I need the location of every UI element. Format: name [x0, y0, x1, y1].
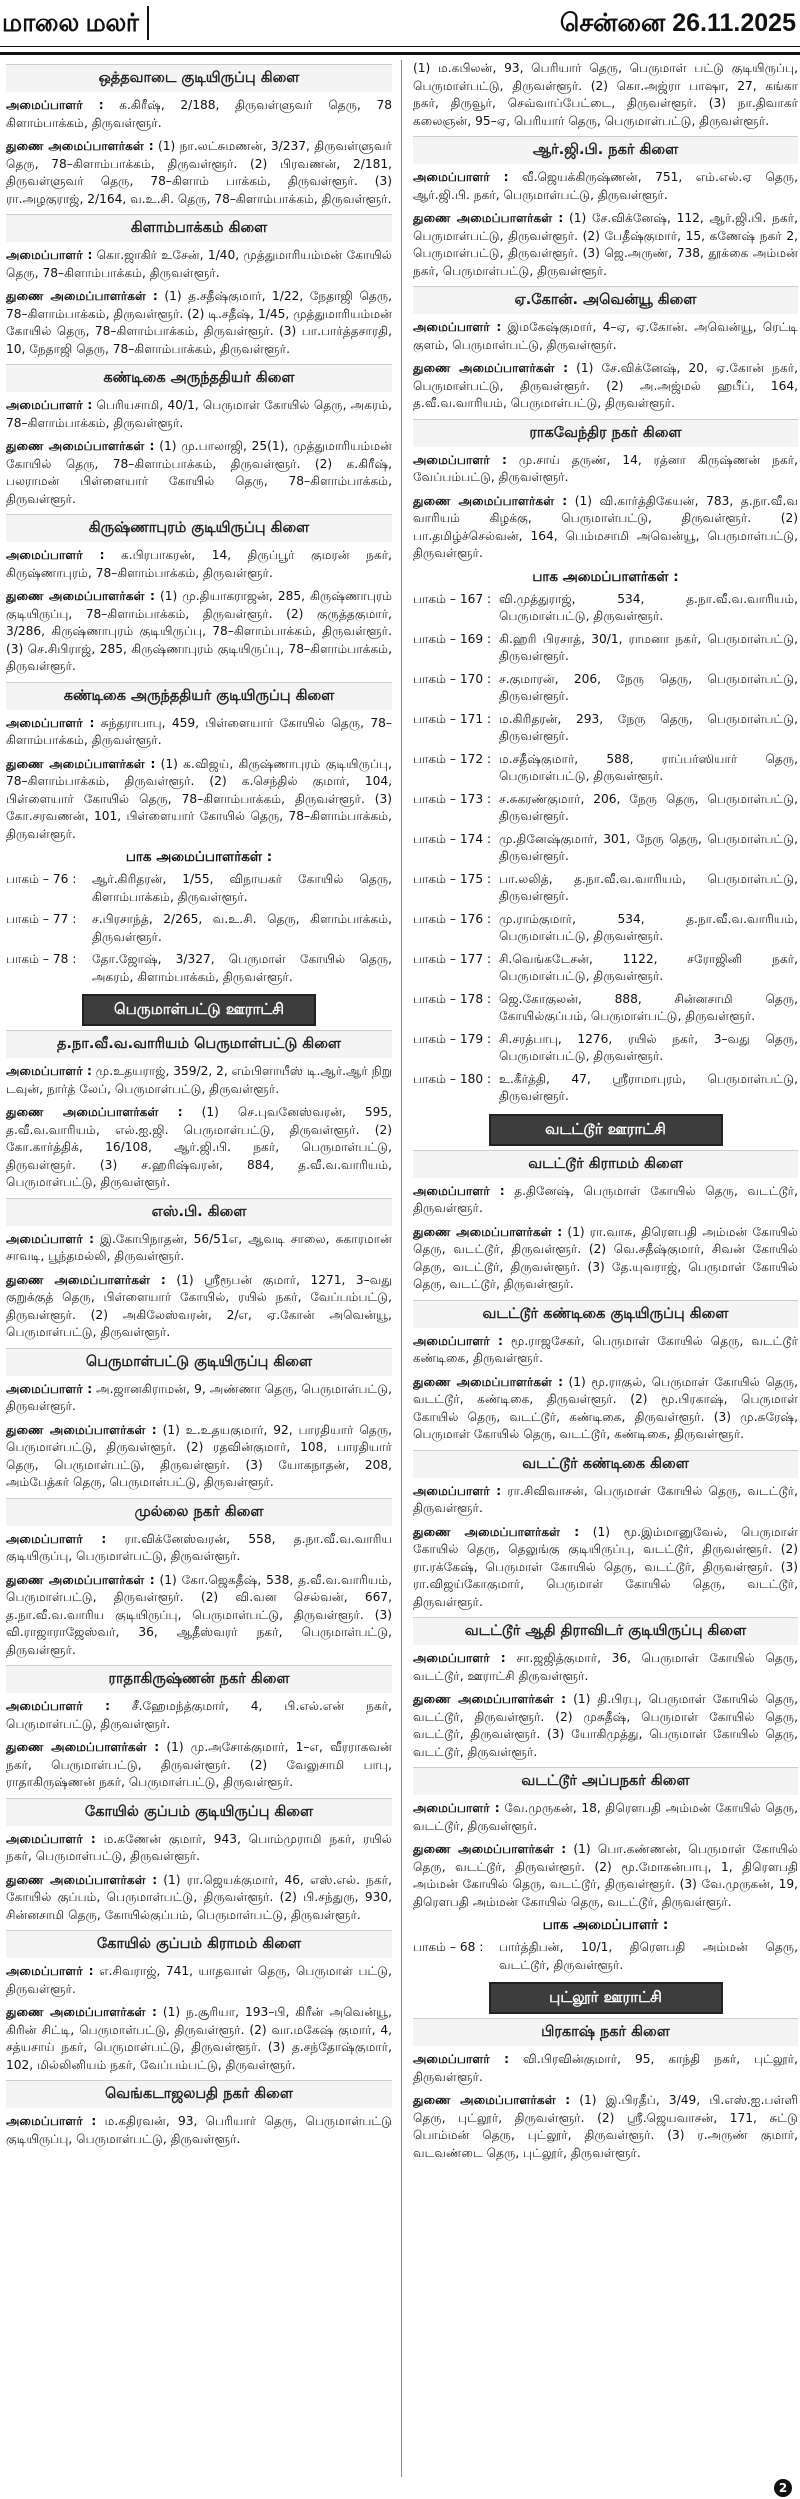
booth-agent: ம.கிரிதரன், 293, நேரு தெரு, பெருமாள்பட்டு, திருவள்ளூர். [499, 711, 798, 743]
appointee-details: இமகேஷ்குமார், 4–ஏ, ஏ.கோன். அவென்யூ, ரெட்டி குளம், பெருமாள்பட்டு, திருவள்ளூர். [413, 320, 798, 352]
appointee-details: மு.சாய் தருண், 14, ரத்னா கிருஷ்ணன் நகர், வேப்பம்பட்டு, திருவள்ளூர். [413, 452, 798, 484]
appointment-entry [6, 1381, 392, 1416]
appointee-details: (1) கோ.ஜெகதீஷ், 538, த.வீ.வ.வாரியம், பெருமாள்பட்டு, திருவள்ளூர். (2) வி.வன செல்வன், 667, த.நா.வீ.வ.வாரிய குடியிருப்பு, பெருமாள்பட்டு, திருவள்ளூர். (3) வி.ராஜாராஜேஸ்வர், 36, ஆதீஸ்வரர் நகர், பெருமாள்பட்டு, திருவள்ளூர். [6, 1572, 392, 1657]
branch-section [413, 1617, 798, 1761]
role-label: அமைப்பாளர் : [6, 1699, 110, 1713]
branch-section [6, 1198, 392, 1342]
booth-row [413, 631, 798, 666]
role-label: அமைப்பாளர் : [6, 1064, 92, 1078]
appointee-details: க.கிரீஷ், 2/188, திருவள்ளுவர் தெரு, 78 கிளாம்பாக்கம், திருவள்ளூர். [6, 98, 392, 130]
branch-section [6, 1665, 392, 1792]
appointment-entry [413, 2051, 798, 2086]
appointment-entry [6, 1231, 392, 1266]
booth-number: பாகம் – 178 : [413, 991, 492, 1006]
booth-number: பாகம் – 173 : [413, 791, 492, 806]
role-label: அமைப்பாளர் : [413, 1333, 503, 1348]
booth-number: பாகம் – 171 : [413, 711, 492, 726]
branch-title: த.நா.வீ.வ.வாரியம் பெருமாள்பட்டு கிளை [6, 1030, 392, 1058]
booth-agent: மு.ராம்குமார், 534, த.நா.வீ.வ.வாரியம், பெருமாள்பட்டு, திருவள்ளூர். [499, 911, 798, 943]
role-label: அமைப்பாளர் : [6, 1964, 94, 1978]
booth-number: பாகம் – 77 : [6, 912, 77, 926]
booth-row [6, 911, 392, 946]
role-label: துணை அமைப்பாளர்கள் : [6, 1272, 166, 1287]
appointment-entry [413, 1183, 798, 1218]
branch-section [413, 136, 798, 280]
role-label: துணை அமைப்பாளர்கள் : [6, 1572, 155, 1587]
appointee-details: (1) இ.பிரதீப், 3/49, பி.எஸ்.ஐ.பள்ளி தெரு, புட்லூர், திருவள்ளூர். (2) ஸ்ரீ.ஜெயவாசன், 171, சுட்டு பொம்மன் தெரு, புட்லூர், திருவள்ளூர். (3) ர.அருண் குமார், வடவண்டை தெரு, புட்லூர், திருவள்ளூர். [413, 2093, 798, 2160]
role-label: துணை அமைப்பாளர்கள் : [6, 756, 156, 771]
appointee-details: (1) மூ.ராகுல், பெருமாள் கோயில் தெரு, வடட்டூர், கண்டிகை, திருவள்ளூர். (2) மூ.பிரகாஷ், பெருமாள் கோயில் தெரு, வடட்டூர், கண்டிகை, திருவள்ளூர். (3) மு.சுரேஷ், பெருமாள் கோயில் தெரு, வடட்டூர், கண்டிகை, திருவள்ளூர். [413, 1374, 798, 1441]
appointee-details: வீ.ஜெயக்கிருஷ்ணன், 751, எம்.எல்.ஏ தெரு, ஆர்.ஜி.பி. நகர், பெருமாள்பட்டு, திருவள்ளூர். [413, 170, 798, 202]
booth-heading: பாக அமைப்பாளர்கள் : [125, 849, 273, 865]
booth-agent: ஜெ.கோகுலன், 888, சின்னசாமி தெரு, கோயில்குப்பம், பெருமாள்பட்டு, திருவள்ளூர். [499, 991, 798, 1023]
appointment-entry [6, 438, 392, 508]
page-number: 2 [774, 2479, 792, 2497]
branch-title: பெருமாள்பட்டு குடியிருப்பு கிளை [6, 1348, 392, 1376]
appointee-details: அ.ஜானகிராமன், 9, அண்ணா தெரு, பெருமாள்பட்டு, திருவள்ளூர். [6, 1381, 392, 1413]
panchayat-badge: பெருமாள்பட்டு ஊராட்சி [82, 994, 316, 1026]
appointment-entry [413, 319, 798, 354]
branch-section [413, 60, 798, 130]
appointee-details: பெரியசாமி, 40/1, பெருமாள் கோயில் தெரு, அகரம், 78–கிளாம்பாக்கம், திருவள்ளூர். [6, 398, 392, 430]
branch-section [413, 2018, 798, 2162]
role-label: அமைப்பாளர் : [6, 2114, 97, 2128]
appointment-entry [6, 247, 392, 282]
branch-title: வெங்கடாஜலபதி நகர் கிளை [6, 2080, 392, 2108]
appointee-details: (1) ரா.வாசு, திரௌபதி அம்மன் கோயில் தெரு, வடட்டூர், திருவள்ளூர். (2) வெ.சதீஷ்குமார், சிவன் கோயில் தெரு, வடட்டூர், திருவள்ளூர். (3) தே.யுவராஜ், பெருமாள் கோயில் தெரு, வடட்டூர், திருவள்ளூர். [413, 1224, 798, 1291]
appointee-details: இ.கோபிநாதன், 56/51எ, ஆவடி சாலை, சுகாரமான் சாவடி, பூந்தமல்லி, திருவள்ளூர். [6, 1231, 392, 1263]
role-label: அமைப்பாளர் : [6, 1531, 107, 1546]
branch-section [6, 2080, 392, 2148]
appointee-details: கொ.ஜாகிர் உசேன், 1/40, முத்துமாரியம்மன் கோயில் தெரு, 78–கிளாம்பாக்கம், திருவள்ளூர். [6, 248, 392, 280]
branch-title: எஸ்.பி. கிளை [6, 1198, 392, 1226]
branch-section [6, 1498, 392, 1660]
appointment-entry [6, 1272, 392, 1342]
appointee-details: (1) நா.லட்சுமணன், 3/237, திருவள்ளுவர் தெரு, 78–கிளாம்பாக்கம், திருவள்ளூர். (2) பிரவணன், 2/181, திருவள்ளுவர் தெரு, 78–கிளாம் பாக்கம், திருவள்ளூர். (3) ரா.அழகுராஜ், 2/164, வ.உ.சி. தெரு, 78–கிளாம்பாக்கம், திருவள்ளூர். [6, 139, 392, 206]
appointee-details: (1) க.விஜய், கிருஷ்ணாபுரம் குடியிருப்பு, 78–கிளாம்பாக்கம், திருவள்ளூர். (2) க.செந்தில் குமார், 104, பிள்ளையார் கோயில் தெரு, 78–கிளாம்பாக்கம், திருவள்ளூர். (3) கோ.சரவணன், 101, பிள்ளையார் கோயில் தெரு, 78–கிளாம்பாக்கம், திருவள்ளூர். [6, 756, 392, 841]
branch-title: வடட்டூர் கண்டிகை குடியிருப்பு கிளை [413, 1300, 798, 1328]
booth-row [413, 711, 798, 746]
appointment-entry [6, 1104, 392, 1192]
booth-row [413, 591, 798, 626]
appointment-entry [413, 1650, 798, 1685]
branch-section [413, 1150, 798, 1294]
branch-section [413, 1300, 798, 1444]
role-label: துணை அமைப்பாளர்கள் : [413, 1374, 563, 1389]
appointee-details: ம.கணேன் குமார், 943, பொம்முராமி நகர், ரயில் நகர், பெருமாள்பட்டு, திருவள்ளூர். [6, 1831, 392, 1863]
branch-section [413, 1450, 798, 1612]
appointment-entry [6, 1739, 392, 1792]
branch-title: கோயில் குப்பம் குடியிருப்பு கிளை [6, 1798, 392, 1826]
appointment-entry [6, 1572, 392, 1660]
booth-agent: உ.கீர்த்தி, 47, ஸ்ரீராமாபுரம், பெருமாள்பட்டு, திருவள்ளூர். [499, 1071, 798, 1103]
branch-section [6, 682, 392, 987]
branch-title: ஒத்தவாடை குடியிருப்பு கிளை [6, 64, 392, 92]
appointee-details: சீ.ஹேமந்த்குமார், 4, பி.எல்.என் நகர், பெருமாள்பட்டு, திருவள்ளூர். [6, 1699, 392, 1731]
branch-section [6, 214, 392, 358]
branch-section [6, 364, 392, 508]
panchayat-badge: வடட்டூர் ஊராட்சி [489, 1114, 723, 1146]
appointment-entry [413, 360, 798, 413]
booth-number: பாகம் – 169 : [413, 631, 492, 646]
booth-agent: ச.பிரசாந்த், 2/265, வ.உ.சி. தெரு, கிளாம்பாக்கம், திருவள்ளூர். [92, 912, 392, 944]
branch-title: முல்லை நகர் கிளை [6, 1498, 392, 1526]
appointment-entry [6, 1872, 392, 1925]
appointment-entry [6, 756, 392, 844]
appointment-entry [6, 1422, 392, 1492]
branch-title: ராகவேந்திர நகர் கிளை [413, 419, 798, 447]
role-label: அமைப்பாளர் : [6, 98, 104, 112]
booth-agent: பார்த்திபன், 10/1, திரௌபதி அம்மன் தெரு, வடட்டூர், திருவள்ளூர். [499, 1940, 798, 1972]
booth-agent: தோ.ஜோஷ், 3/327, பெருமாள் கோயில் தெரு, அகரம், கிளாம்பாக்கம், திருவள்ளூர். [92, 952, 392, 984]
appointee-details: வே.முருகன், 18, திரௌபதி அம்மன் கோயில் தெரு, வடட்டூர், திருவள்ளூர். [413, 1801, 798, 1833]
role-label: அமைப்பாளர் : [413, 1651, 506, 1665]
booth-agent: வி.முத்துராஜ், 534, த.நா.வீ.வ.வாரியம், பெருமாள்பட்டு, திருவள்ளூர். [499, 591, 798, 623]
branch-title: கிளாம்பாக்கம் கிளை [6, 214, 392, 242]
appointee-details: (1) மு.அசோக்குமார், 1–எ, வீரராகவன் நகர், பெருமாள்பட்டு, திருவள்ளூர். (2) வேலுசாமி பாபு, ராதாகிருஷ்ணன் நகர், பெருமாள்பட்டு, திருவள்ளூர். [6, 1740, 392, 1789]
role-label: அமைப்பாளர் : [6, 548, 105, 562]
booth-number: பாகம் – 76 : [6, 872, 77, 886]
appointee-details: க.பிரபாகரன், 14, திருப்பூர் குமரன் நகர், கிருஷ்ணாபுரம், 78–கிளாம்பாக்கம், திருவள்ளூர். [6, 548, 392, 580]
appointment-entry [6, 1831, 392, 1866]
appointee-details: ரா.விக்னேஸ்வரன், 558, த.நா.வீ.வ.வாரிய குடியிருப்பு, பெருமாள்பட்டு, திருவள்ளூர். [6, 1531, 392, 1563]
role-label: அமைப்பாளர் : [6, 1381, 93, 1396]
booth-row [413, 831, 798, 866]
appointment-entry [413, 210, 798, 280]
appointee-details: மூ.ராஜசேகர், பெருமாள் கோயில் தெரு, வடட்டூர் கண்டிகை, திருவள்ளூர். [413, 1333, 798, 1365]
appointment-entry [6, 288, 392, 358]
role-label: அமைப்பாளர் : [6, 398, 93, 412]
booth-row [413, 1071, 798, 1106]
booth-agent: ச.குமாரன், 206, நேரு தெரு, பெருமாள்பட்டு, திருவள்ளூர். [499, 671, 798, 703]
booth-heading: பாக அமைப்பாளர்கள் : [532, 568, 679, 585]
booth-row [413, 751, 798, 786]
branch-title: பிரகாஷ் நகர் கிளை [413, 2018, 798, 2046]
branch-section [6, 1348, 392, 1492]
branch-title: ஆர்.ஜி.பி. நகர் கிளை [413, 136, 798, 164]
continued-text: (1) ம.கபிலன், 93, பெரியார் தெரு, பெருமாள் பட்டு குடியிருப்பு, பெருமாள்பட்டு, திருவள்ளூர். (2) கொ.அஜ்ரா பாஷா, 27, கங்கா நகர், திருவூர், செவ்வாப்பேட்டை, திருவள்ளூர். (3) நா.திவாகர் கலைஞன், 95–ஏ, பெரியார் தெரு, பெருமாள்பட்டு, திருவள்ளூர். [413, 61, 798, 128]
role-label: துணை அமைப்பாளர்கள் : [413, 361, 568, 375]
appointee-details: (1) மு.தியாகராஜன், 285, கிருஷ்ணாபுரம் குடியிருப்பு, 78–கிளாம்பாக்கம், திருவள்ளூர். (2) குருத்தகுமார், 3/286, கிருஷ்ணாபுரம் குடியிருப்பு, 78–கிளாம்பாக்கம், திருவள்ளூர். (3) செ.சிபிராஜ், 285, கிருஷ்ணாபுரம் குடியிருப்பு, 78–கிளாம்பாக்கம், திருவள்ளூர். [6, 589, 392, 673]
branch-title: வடட்டூர் அப்பநகர் கிளை [413, 1767, 798, 1795]
role-label: துணை அமைப்பாளர்கள் : [6, 1740, 160, 1754]
branch-title: கோயில் குப்பம் கிராமம் கிளை [6, 1930, 392, 1958]
booth-number: பாகம் – 167 : [413, 591, 492, 606]
appointee-details: சா.ஜஜித்குமார், 36, பெருமாள் கோயில் தெரு, வடட்டூர், ஊராட்சி திருவள்ளூர். [413, 1651, 798, 1683]
role-label: அமைப்பாளர் : [6, 1231, 95, 1246]
role-label: துணை அமைப்பாளர்கள் : [413, 1692, 566, 1706]
branch-title: வடட்டூர் ஆதி திராவிடர் குடியிருப்பு கிளை [413, 1617, 798, 1645]
appointment-entry [413, 1841, 798, 1911]
branch-section [6, 64, 392, 208]
role-label: துணை அமைப்பாளர்கள் : [6, 1105, 183, 1119]
role-label: அமைப்பாளர் : [413, 452, 507, 467]
appointment-entry [6, 1531, 392, 1566]
appointee-details: (1) தி.பிரபு, பெருமாள் கோயில் தெரு, வடட்டூர், திருவள்ளூர். (2) முசுதீஷ், பெருமாள் கோயில் தெரு, வடட்டூர், திருவள்ளூர். (3) யோகிமுத்து, பெருமாள் கோயில் தெரு, வடட்டூர், திருவள்ளூர். [413, 1692, 798, 1759]
branch-section [413, 419, 798, 1106]
booth-number: பாகம் – 170 : [413, 671, 492, 686]
branch-title: கண்டிகை அருந்ததியர் குடியிருப்பு கிளை [6, 682, 392, 710]
appointee-details: (1) த.சதீஷ்குமார், 1/22, நேதாஜி தெரு, 78–கிளாம்பாக்கம், திருவள்ளூர். (2) டி.சதீஷ், 1/45, முத்துமாரியம்மன் கோயில் தெரு, 78–கிளாம்பாக்கம், திருவள்ளூர். (3) பா.பார்த்தசாரதி, 10, நேதாஜி தெரு, 78–கிளாம்பாக்கம், திருவள்ளூர். [6, 289, 392, 356]
appointee-details: (1) பொ.கண்ணன், பெருமாள் கோயில் தெரு, வடட்டூர், திருவள்ளூர். (2) மூ.மோகன்பாபு, 1, திரௌபதி அம்மன் கோயில் தெரு, வடட்டூர், திருவள்ளூர். (3) வே.முருகன், 19, திரௌபதி அம்மன் கோயில் தெரு, வடட்டூர், திருவள்ளூர். [413, 1842, 798, 1909]
appointment-entry [6, 1698, 392, 1733]
booth-agent: ச.சுகரண்குமார், 206, நேரு தெரு, பெருமாள்பட்டு, திருவள்ளூர். [499, 791, 798, 823]
role-label: அமைப்பாளர் : [6, 248, 93, 262]
booth-row [413, 1939, 798, 1974]
appointee-details: வி.பிரவின்குமார், 95, காந்தி நகர், புட்லூர், திருவள்ளூர். [413, 2052, 798, 2084]
booth-agent: பா.லலித், த.நா.வீ.வ.வாரியம், பெருமாள்பட்டு, திருவள்ளூர். [499, 871, 798, 903]
appointment-entry [6, 2004, 392, 2074]
panchayat-badge: புட்லூர் ஊராட்சி [489, 1982, 723, 2014]
booth-heading: பாக அமைப்பாளர் : [542, 1917, 669, 1933]
appointee-details: (1) சே.விக்னேஷ், 112, ஆர்.ஜி.பி. நகர், பெருமாள்பட்டு, திருவள்ளூர். (2) பேதீஷ்குமார், 15, கணேஷ் நகர் 2, பெருமாள்பட்டு, திருவள்ளூர். (3) ஜெ.அருண், 738, தூக்கை அம்மன் நகர், பெருமாள்பட்டு, திருவள்ளூர். [413, 211, 798, 278]
booth-row [413, 1031, 798, 1066]
booth-number: பாகம் – 176 : [413, 911, 492, 926]
appointment-entry [6, 97, 392, 132]
role-label: அமைப்பாளர் : [6, 1831, 96, 1846]
branch-section [6, 1798, 392, 1925]
booth-agent: ஆர்.கிரிதரன், 1/55, விநாயகர் கோயில் தெரு, கிளாம்பாக்கம், திருவள்ளூர். [92, 872, 392, 904]
appointee-details: த.தினேஷ், பெருமாள் கோயில் தெரு, வடட்டூர், திருவள்ளூர். [413, 1183, 798, 1215]
appointment-entry [6, 397, 392, 432]
appointment-entry [413, 1483, 798, 1518]
appointment-entry [6, 2113, 392, 2148]
booth-number: பாகம் – 180 : [413, 1071, 492, 1086]
branch-title: ஏ.கோன். அவென்யூ கிளை [413, 286, 798, 314]
booth-number: பாகம் – 172 : [413, 751, 492, 766]
booth-number: பாகம் – 175 : [413, 871, 492, 886]
appointment-entry [413, 169, 798, 204]
appointee-details: (1) உ.உதயகுமார், 92, பாரதியார் தெரு, பெருமாள்பட்டு, திருவள்ளூர். (2) ரதவின்குமார், 108, பாரதியார் தெரு, பெருமாள்பட்டு, திருவள்ளூர். (3) யோகநாதன், 208, அம்பேத்கர் தெரு, பெருமாள்பட்டு, திருவள்ளூர். [6, 1422, 392, 1489]
booth-number: பாகம் – 78 : [6, 952, 77, 966]
booth-row [413, 991, 798, 1026]
appointment-entry [413, 2092, 798, 2162]
appointment-entry [413, 1524, 798, 1612]
appointee-details: எ.சிவராஜ், 741, யாதவாள் தெரு, பெருமாள் பட்டு, திருவள்ளூர். [6, 1964, 392, 1996]
appointment-entry [413, 1800, 798, 1835]
booth-number: பாகம் – 174 : [413, 831, 492, 846]
right-column [413, 60, 798, 2477]
branch-title: வடட்டூர் கிராமம் கிளை [413, 1150, 798, 1178]
branch-title: கிருஷ்ணாபுரம் குடியிருப்பு கிளை [6, 514, 392, 542]
booth-row [413, 951, 798, 986]
branch-section [413, 286, 798, 413]
role-label: அமைப்பாளர் : [413, 1801, 500, 1815]
appointment-entry [6, 1063, 392, 1098]
role-label: துணை அமைப்பாளர்கள் : [413, 1524, 580, 1539]
branch-section [413, 1767, 798, 1974]
booth-row [6, 871, 392, 906]
role-label: அமைப்பாளர் : [413, 1183, 505, 1198]
branch-title: ராதாகிருஷ்ணன் நகர் கிளை [6, 1665, 392, 1693]
booth-row [413, 871, 798, 906]
booth-agent: மு.தினேஷ்குமார், 301, நேரு தெரு, பெருமாள்பட்டு, திருவள்ளூர். [499, 831, 798, 863]
booth-agent: சி.வெங்கடேசன், 1122, சரோஜினி நகர், பெருமாள்பட்டு, திருவள்ளூர். [499, 951, 798, 983]
role-label: துணை அமைப்பாளர்கள் : [6, 1872, 158, 1887]
role-label: துணை அமைப்பாளர்கள் : [413, 211, 564, 225]
appointment-entry [6, 547, 392, 582]
role-label: துணை அமைப்பாளர்கள் : [6, 139, 154, 153]
role-label: அமைப்பாளர் : [413, 2052, 509, 2066]
appointee-details: (1) ரா.ஜெயக்குமார், 46, எஸ்.எல். நகர், கோயில் குப்பம், பெருமாள்பட்டு, திருவள்ளூர். (2) பி.சந்துரு, 930, சின்னசாமி தெரு, கோயில்குப்பம், பெருமாள்பட்டு, திருவள்ளூர். [6, 1872, 392, 1922]
appointee-details: (1) மு.பாலாஜி, 25(1), முத்துமாரியம்மன் கோயில் தெரு, 78–கிளாம்பாக்கம், திருவள்ளூர். (2) க.கிரீஷ், பலராமன் பிள்ளையார் கோயில் தெரு, 78–கிளாம்பாக்கம், திருவள்ளூர். [6, 439, 392, 506]
appointee-details: சுந்தராபாபு, 459, பிள்ளையார் கோயில் தெரு, 78–கிளாம்பாக்கம், திருவள்ளூர். [6, 715, 392, 747]
appointment-entry [6, 715, 392, 750]
role-label: துணை அமைப்பாளர்கள் : [413, 2093, 571, 2107]
appointee-details: (1) ந.சூரியா, 193–பி, கிரீன் அவென்யூ, கிரின் சிட்டி, பெருமாள்பட்டு, திருவள்ளூர். (2) வா.மகேஷ் குமார், 4, சத்யசாய் நகர், பெருமாள்பட்டு, திருவள்ளூர். (3) த.சந்தோஷ்குமார், 102, மில்லினியம் நகர், வேப்பம்பட்டு, திருவள்ளூர். [6, 2005, 392, 2072]
masthead [0, 0, 800, 55]
role-label: அமைப்பாளர் : [413, 1483, 502, 1498]
appointee-details: ரா.சிவிவாசன், பெருமாள் கோயில் தெரு, வடட்டூர், திருவள்ளூர். [413, 1483, 798, 1515]
booth-agent: சி.சரத்பாபு, 1276, ரயில் நகர், 3–வது தெரு, பெருமாள்பட்டு, திருவள்ளூர். [499, 1031, 798, 1063]
branch-title: கண்டிகை அருந்ததியர் கிளை [6, 364, 392, 392]
role-label: துணை அமைப்பாளர்கள் : [6, 589, 155, 603]
appointment-entry [413, 493, 798, 563]
booth-row [413, 911, 798, 946]
edition-date: சென்னை 26.11.2025 [559, 9, 796, 37]
appointee-details: மு.உதயராஜ், 359/2, 2, எம்பிளாயீஸ் டி.ஆர்.ஆர் நிறு டவுன், நார்த் லேப், பெருமாள்பட்டு, திருவள்ளூர். [6, 1064, 392, 1096]
role-label: துணை அமைப்பாளர்கள் : [413, 493, 568, 508]
branch-section [6, 1030, 392, 1192]
appointee-details: (1) ஸ்ரீரூபன் குமார், 1271, 3–வது குறுக்குத் தெரு, பிள்ளையார் கோயில், ரயில் நகர், வேப்பம்பட்டு, திருவள்ளூர். (2) அகிலேஸ்வரன், 2/எ, ஏ.கோன் அவென்யூ, பெருமாள்பட்டு, திருவள்ளூர். [6, 1272, 392, 1339]
column-divider [401, 60, 402, 2477]
appointee-details: ம.கதிரவன், 93, பெரியார் தெரு, பெருமாள்பட்டு குடியிருப்பு, பெருமாள்பட்டு, திருவள்ளூர். [6, 2114, 392, 2146]
appointee-details: (1) வி.கார்த்திகேயன், 783, த.நா.வீ.வ வாரியம் கிழக்கு, பெருமாள்பட்டு, திருவள்ளூர். (2) பா.தமிழ்ச்செல்வன், 164, பெம்மசாமி அவென்யூ, பெருமாள்பட்டு, திருவள்ளூர். [413, 493, 798, 560]
appointment-entry [413, 452, 798, 487]
role-label: துணை அமைப்பாளர்கள் : [413, 1842, 567, 1856]
booth-number: பாகம் – 179 : [413, 1031, 492, 1046]
appointee-details: (1) செ.புவனேஸ்வரன், 595, த.வீ.வ.வாரியம், எல்.ஐ.ஜி. பெருமாள்பட்டு, திருவள்ளூர். (2) கோ.கார்த்திக், 16/108, ஆர்.ஜி.பி. நகர், பெருமாள்பட்டு, திருவள்ளூர். (3) ச.ஹரிஷ்வரன், 884, த.வீ.வ.வாரியம், பெருமாள்பட்டு, திருவள்ளூர். [6, 1105, 392, 1189]
appointee-details: (1) சே.விக்னேஷ், 20, ஏ.கோன் நகர், பெருமாள்பட்டு, திருவள்ளூர். (2) அ.அஜ்மல் ஹபீப், 164, த.வீ.வ.வாரியம், பெருமாள்பட்டு, திருவள்ளூர். [413, 361, 798, 410]
branch-section [6, 514, 392, 676]
appointment-entry [6, 1963, 392, 1998]
booth-row [413, 671, 798, 706]
role-label: துணை அமைப்பாளர்கள் : [6, 2005, 157, 2019]
branch-section [6, 1930, 392, 2074]
role-label: அமைப்பாளர் : [413, 320, 502, 334]
booth-row [6, 951, 392, 986]
role-label: துணை அமைப்பாளர்கள் : [6, 289, 158, 303]
appointment-entry [413, 1691, 798, 1761]
booth-row [413, 791, 798, 826]
role-label: அமைப்பாளர் : [6, 715, 95, 730]
appointee-details: (1) மூ.இம்மானுவேல், பெருமாள் கோயில் தெரு, தெலுங்கு குடியிருப்பு, வடட்டூர், திருவள்ளூர். (2) ரா.ரக்கேஷ், பெருமாள் கோயில் தெரு, வடட்டூர், திருவள்ளூர். (3) ரா.விஜய்கோகுமார், பெருமாள் கோயில் தெரு, வடட்டூர், திருவள்ளூர். [413, 1524, 798, 1609]
role-label: துணை அமைப்பாளர்கள் : [6, 1422, 157, 1437]
branch-title: வடட்டூர் கண்டிகை கிளை [413, 1450, 798, 1478]
appointment-entry [413, 1224, 798, 1294]
left-column [6, 60, 392, 2477]
paper-name: மாலை மலர் [0, 6, 149, 40]
booth-agent: கி.ஹரி பிரசாத், 30/1, ராமனா நகர், பெருமாள்பட்டு, திருவள்ளூர். [499, 631, 798, 663]
booth-number: பாகம் – 177 : [413, 951, 492, 966]
booth-number: பாகம் – 68 : [413, 1940, 484, 1954]
booth-agent: ம.சதீஷ்குமார், 588, ராப்பர்ஸியார் தெரு, பெருமாள்பட்டு, திருவள்ளூர். [499, 751, 798, 783]
masthead-rule [0, 46, 800, 47]
role-label: துணை அமைப்பாளர்கள் : [6, 439, 155, 453]
appointment-entry [6, 138, 392, 208]
role-label: துணை அமைப்பாளர்கள் : [413, 1224, 563, 1239]
appointment-entry [6, 588, 392, 676]
appointment-entry [413, 1374, 798, 1444]
appointment-entry [413, 1333, 798, 1368]
role-label: அமைப்பாளர் : [413, 170, 509, 184]
